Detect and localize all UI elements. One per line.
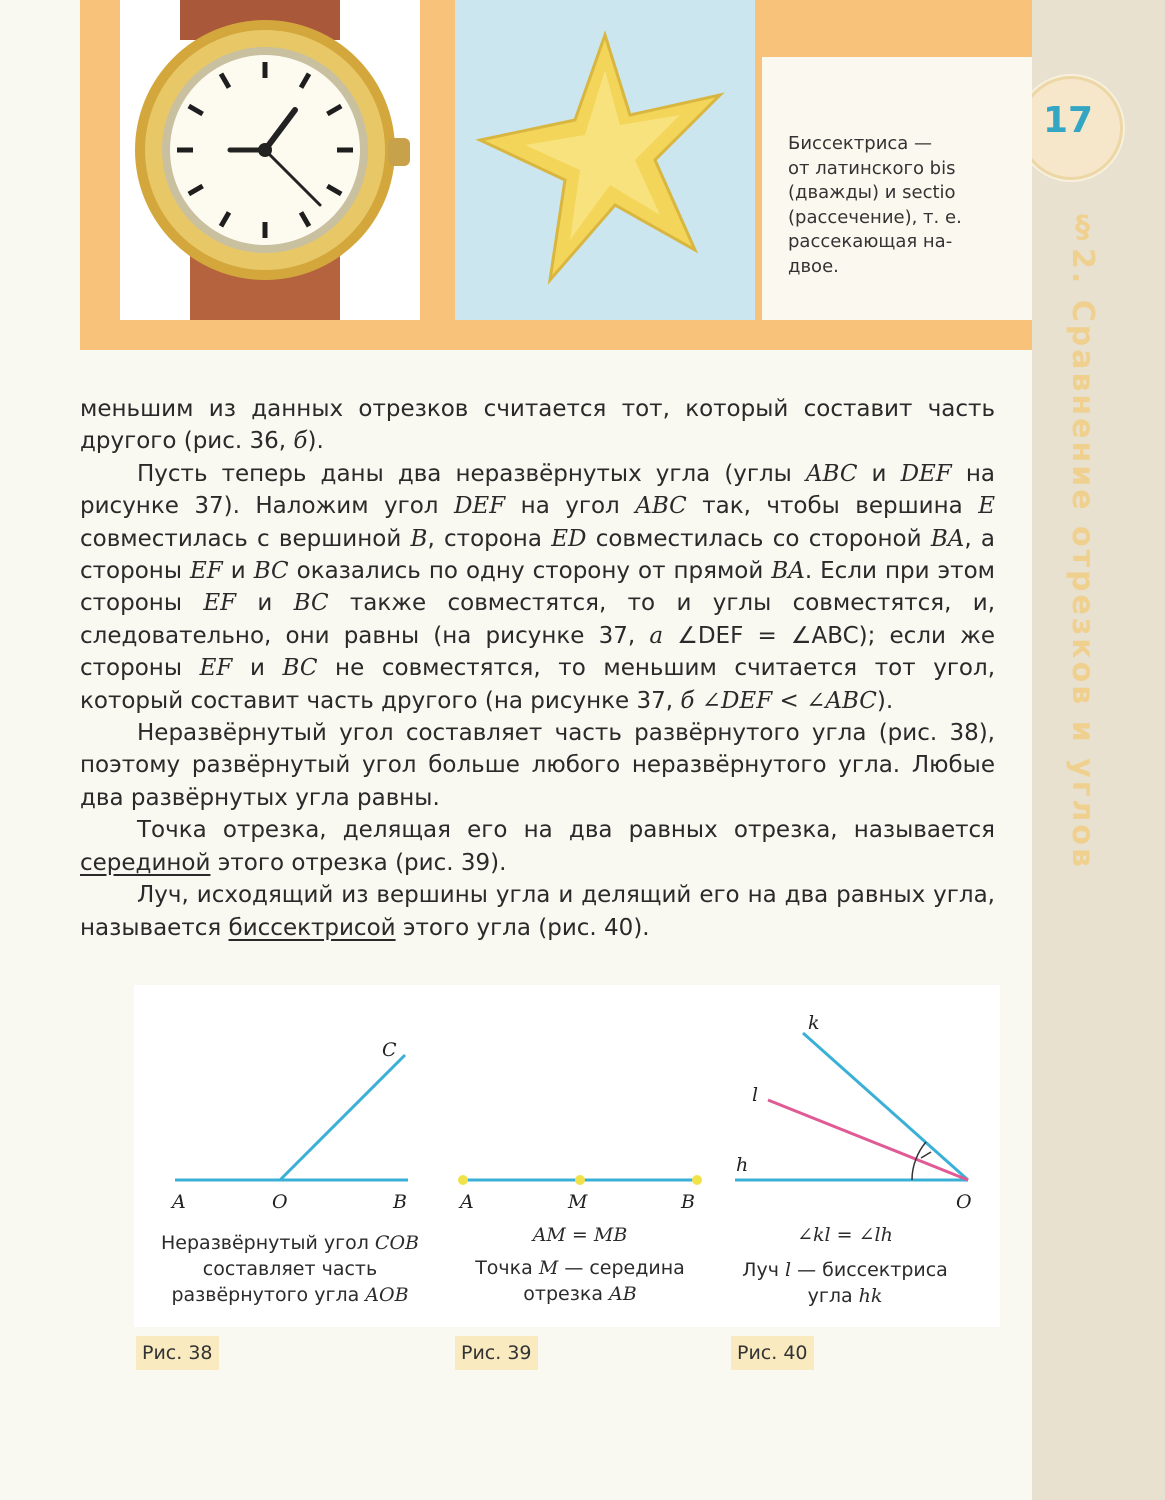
- fig40-label: Рис. 40: [731, 1336, 814, 1370]
- paragraph-1: меньшим из данных отрезков считается тот, который составит часть другого (рис. 36, б).: [80, 396, 995, 455]
- fig39-label: Рис. 39: [455, 1336, 538, 1370]
- fig39-point-A: [458, 1175, 468, 1185]
- fig39-label-B: B: [681, 1191, 695, 1213]
- fig40-caption: Луч l — биссектриса угла hk: [742, 1259, 948, 1307]
- fig39-caption: Точка M — середина отрезка AB: [475, 1257, 685, 1305]
- fig40-tick: [921, 1152, 931, 1158]
- fig38-ray-OC: [280, 1055, 405, 1180]
- fig39-formula: AM = MB: [532, 1224, 628, 1246]
- paragraph-2: Пусть теперь даны два неразвёрнутых угла (углы ABC и DEF на рисунке 37). Наложим угол DEF на угол ABC так, чтобы вершина E совместилась с вершиной B, сторона ED совместилась со стороной BA, а стороны EF и BC оказались по одну сторону от прямой BA. Если при этом стороны EF и BC также совместятся, то и углы совместятся, и, следовательно, они равны (на рисунке 37, а ∠DEF = ∠ABC); если же стороны EF и BC не совместятся, то меньшим считается тот угол, который составит часть другого (на рисунке 37, б ∠DEF < ∠ABC).: [80, 460, 996, 714]
- term-bisector: биссектрисой: [228, 914, 396, 941]
- section-title: §2. Сравнение отрезков и углов: [1065, 210, 1100, 870]
- fig40-ray-k: [803, 1033, 968, 1180]
- page-number: 17: [1042, 100, 1094, 141]
- fig38-label-O: O: [272, 1191, 288, 1213]
- fig38-label-C: C: [382, 1039, 397, 1061]
- paragraph-3: Неразвёрнутый угол составляет часть развёрнутого угла (рис. 38), поэтому развёрнутый угол больше любого неразвёрнутого угла. Любые два развёрнутых угла равны.: [80, 720, 995, 811]
- fig39-label-A: A: [460, 1191, 474, 1213]
- fig39-point-M: [575, 1175, 585, 1185]
- fig38-label-A: A: [172, 1191, 186, 1213]
- term-midpoint: серединой: [80, 849, 211, 876]
- fig38-label-B: B: [393, 1191, 407, 1213]
- bisector-etymology-note: Биссектриса — от латинского bis (дважды) и sectio (рассечение), т. е. рассекающая на- двое.: [788, 133, 962, 277]
- fig39-point-B: [692, 1175, 702, 1185]
- fig40-label-O: O: [956, 1191, 972, 1213]
- fig40-formula: ∠kl = ∠lh: [797, 1224, 893, 1246]
- fig38-label: Рис. 38: [136, 1336, 219, 1370]
- paragraph-4: Точка отрезка, делящая его на два равных отрезка, называется серединой этого отрезка (рис. 39).: [80, 817, 995, 876]
- fig38-caption: Неразвёрнутый угол COB составляет часть развёрнутого угла AOB: [161, 1232, 419, 1306]
- fig40-arc-hl: [912, 1159, 916, 1180]
- fig39-label-M: M: [568, 1191, 588, 1213]
- fig40-label-l: l: [752, 1084, 759, 1106]
- fig40-label-h: h: [736, 1154, 749, 1176]
- paragraph-5: Луч, исходящий из вершины угла и делящий его на два равных угла, называется биссектрисой этого угла (рис. 40).: [80, 882, 995, 941]
- fig40-ray-l: [768, 1100, 968, 1180]
- fig40-label-k: k: [808, 1012, 820, 1034]
